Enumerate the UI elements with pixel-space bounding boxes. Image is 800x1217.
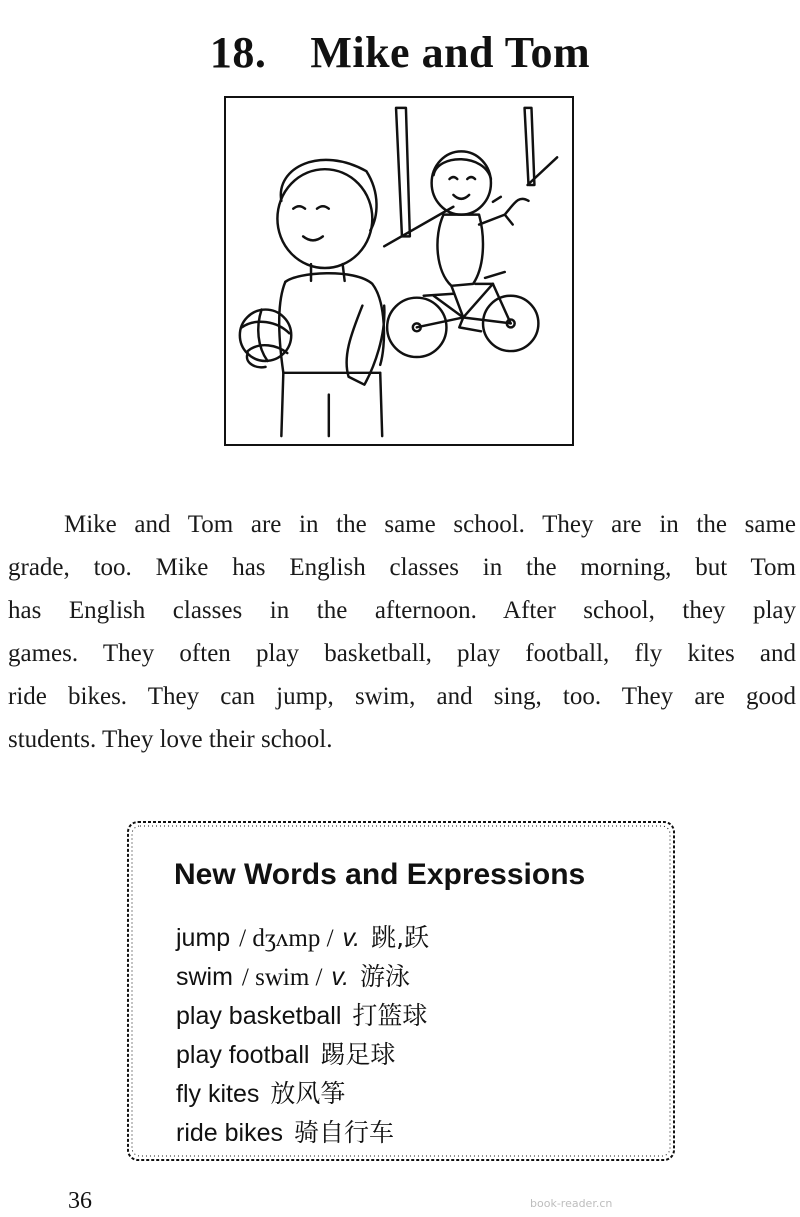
- vocab-meaning: 骑自行车: [293, 1118, 394, 1147]
- story-line-2: grade, too. Mike has English classes in the morning, but Tom: [8, 554, 796, 581]
- boys-with-ball-and-bike-illustration: [226, 98, 572, 444]
- story-line-6: students. They love their school.: [8, 726, 333, 753]
- vocabulary-heading: New Words and Expressions: [174, 858, 586, 891]
- lesson-title: [0, 29, 800, 77]
- vocab-word: fly kites: [176, 1080, 260, 1108]
- lesson-title-text: Mike and Tom: [310, 28, 591, 78]
- vocab-item-fly-kites: [176, 1074, 429, 1113]
- lesson-illustration: [224, 96, 574, 446]
- vocabulary-box: [124, 818, 678, 1164]
- vocab-word: swim: [176, 963, 233, 991]
- vocab-item-jump: [176, 918, 429, 957]
- page-number: 36: [68, 1188, 92, 1214]
- story-line-3: has English classes in the afternoon. After school, they play: [8, 597, 796, 624]
- vocab-meaning: 踢足球: [320, 1040, 396, 1069]
- story-line-5: ride bikes. They can jump, swim, and sing, too. They are good: [8, 683, 796, 710]
- vocab-word: play football: [176, 1041, 310, 1069]
- vocab-item-play-basketball: [176, 996, 429, 1035]
- story-passage: [8, 503, 796, 761]
- vocab-meaning: 打篮球: [352, 1001, 428, 1030]
- story-line-1: Mike and Tom are in the same school. They are in the same: [64, 511, 796, 538]
- story-line-4: games. They often play basketball, play football, fly kites and: [8, 640, 796, 667]
- vocabulary-list: [176, 918, 429, 1152]
- lesson-number: 18.: [209, 28, 267, 78]
- watermark-text: book-reader.cn: [530, 1197, 613, 1210]
- vocab-word: play basketball: [176, 1002, 342, 1030]
- vocab-pos: v.: [331, 963, 350, 991]
- vocab-item-play-football: [176, 1035, 429, 1074]
- vocab-item-ride-bikes: [176, 1113, 429, 1152]
- vocab-meaning: 游泳: [359, 962, 410, 991]
- vocab-phonetic: / swim /: [241, 964, 323, 991]
- vocab-meaning: 放风筝: [270, 1079, 346, 1108]
- vocab-meaning: 跳,跃: [371, 923, 430, 952]
- vocab-word: ride bikes: [176, 1119, 283, 1147]
- vocab-item-swim: [176, 957, 429, 996]
- vocab-word: jump: [176, 924, 231, 952]
- vocab-phonetic: / dʒʌmp /: [239, 925, 334, 952]
- vocab-pos: v.: [342, 924, 361, 952]
